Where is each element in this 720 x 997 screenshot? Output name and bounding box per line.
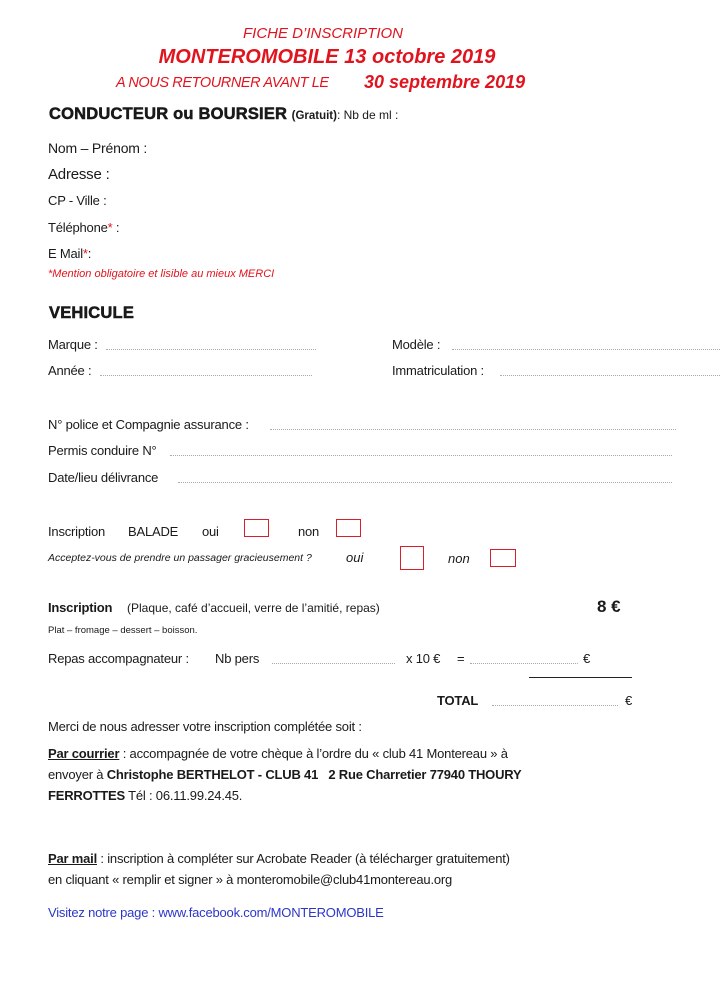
nb-ml-label: : Nb de ml : — [336, 108, 399, 122]
facebook-link[interactable]: Visitez notre page : www.facebook.com/MONTEROMOBILE — [48, 905, 384, 920]
total-input[interactable] — [492, 705, 618, 706]
deadline-date: 30 septembre 2019 — [364, 72, 526, 92]
inscription-label: Inscription — [48, 600, 113, 615]
email-field[interactable] — [48, 246, 91, 261]
permis-input[interactable] — [170, 455, 672, 456]
telephone-field[interactable] — [48, 220, 119, 235]
courrier-city: FERROTTES — [48, 788, 125, 803]
nb-pers-input[interactable] — [272, 663, 395, 664]
conducteur-title: CONDUCTEUR ou BOURSIER — [49, 105, 288, 123]
courrier-line-1 — [48, 746, 508, 761]
passager-non-label: non — [448, 551, 470, 566]
passager-question: Acceptez-vous de prendre un passager gracieusement ? — [48, 552, 312, 564]
courrier-line-3 — [48, 788, 242, 803]
mandatory-note: *Mention obligatoire et lisible au mieux MERCI — [48, 268, 275, 280]
courrier-text: : accompagnée de votre chèque à l’ordre du « club 41 Montereau » à — [119, 746, 508, 761]
balade-oui-checkbox[interactable] — [244, 519, 269, 537]
required-mark: * — [82, 246, 88, 261]
repas-label: Repas accompagnateur : — [48, 651, 189, 666]
police-input[interactable] — [270, 429, 676, 430]
courrier-address: Christophe BERTHELOT - CLUB 41 2 Rue Charretier 77940 THOURY — [106, 767, 522, 782]
vehicule-heading: VEHICULE — [49, 304, 135, 322]
required-mark: * — [107, 220, 113, 235]
inscription-price: 8 € — [597, 597, 621, 616]
date-lieu-input[interactable] — [178, 482, 672, 483]
colon: : — [112, 220, 120, 235]
menu-text: Plat – fromage – dessert – boisson. — [48, 625, 198, 636]
balade-oui-label: oui — [202, 524, 219, 539]
modele-input[interactable] — [452, 349, 720, 350]
telephone-label: Téléphone — [48, 220, 108, 235]
deadline-label: A NOUS RETOURNER AVANT LE — [116, 75, 329, 91]
gratuit-note: (Gratuit) — [291, 110, 337, 122]
inscription-details: (Plaque, café d’accueil, verre de l’amitié, repas) — [127, 601, 380, 615]
permis-label: Permis conduire N° — [48, 443, 157, 458]
nb-pers-label: Nb pers — [215, 651, 260, 666]
passager-non-checkbox[interactable] — [490, 549, 516, 567]
courrier-label: Par courrier — [48, 746, 120, 761]
repas-currency: € — [583, 651, 591, 666]
form-title: FICHE D’INSCRIPTION — [242, 25, 403, 42]
adresse-field[interactable]: Adresse : — [48, 166, 110, 183]
mail-line-2: en cliquant « remplir et signer » à monteromobile@club41montereau.org — [48, 872, 453, 887]
mail-label: Par mail — [48, 851, 97, 866]
mail-text: : inscription à compléter sur Acrobate Reader (à télécharger gratuitement) — [97, 851, 510, 866]
intro-text: Merci de nous adresser votre inscription complétée soit : — [48, 719, 362, 734]
mail-line-1 — [48, 851, 510, 866]
balade-non-label: non — [298, 524, 320, 539]
marque-label: Marque : — [48, 337, 98, 352]
balade-label: Inscription — [48, 524, 106, 539]
date-lieu-label: Date/lieu délivrance — [48, 470, 159, 485]
balade-label-2: BALADE — [128, 524, 179, 539]
colon: : — [87, 246, 92, 261]
sum-line — [529, 677, 632, 678]
total-label: TOTAL — [437, 693, 479, 708]
marque-input[interactable] — [106, 349, 316, 350]
passager-oui-label: oui — [346, 550, 364, 565]
nom-field[interactable]: Nom – Prénom : — [48, 140, 148, 156]
immatriculation-label: Immatriculation : — [392, 363, 484, 378]
courrier-phone: Tél : 06.11.99.24.45. — [124, 788, 243, 803]
passager-oui-checkbox[interactable] — [400, 546, 424, 570]
email-label: E Mail — [48, 246, 83, 261]
multiplier: x 10 € — [406, 651, 441, 666]
courrier-line-2 — [48, 767, 521, 782]
modele-label: Modèle : — [392, 337, 441, 352]
annee-label: Année : — [48, 363, 92, 378]
equals-sign: = — [457, 651, 465, 666]
courrier-prefix: envoyer à — [48, 767, 107, 782]
immatriculation-input[interactable] — [500, 375, 720, 376]
balade-non-checkbox[interactable] — [336, 519, 361, 537]
cp-ville-field[interactable]: CP - Ville : — [48, 193, 107, 208]
repas-amount-input[interactable] — [470, 663, 578, 664]
annee-input[interactable] — [100, 375, 312, 376]
event-title: MONTEROMOBILE 13 octobre 2019 — [158, 46, 496, 68]
police-label: N° police et Compagnie assurance : — [48, 417, 249, 432]
total-currency: € — [625, 693, 633, 708]
conducteur-heading — [49, 105, 398, 124]
